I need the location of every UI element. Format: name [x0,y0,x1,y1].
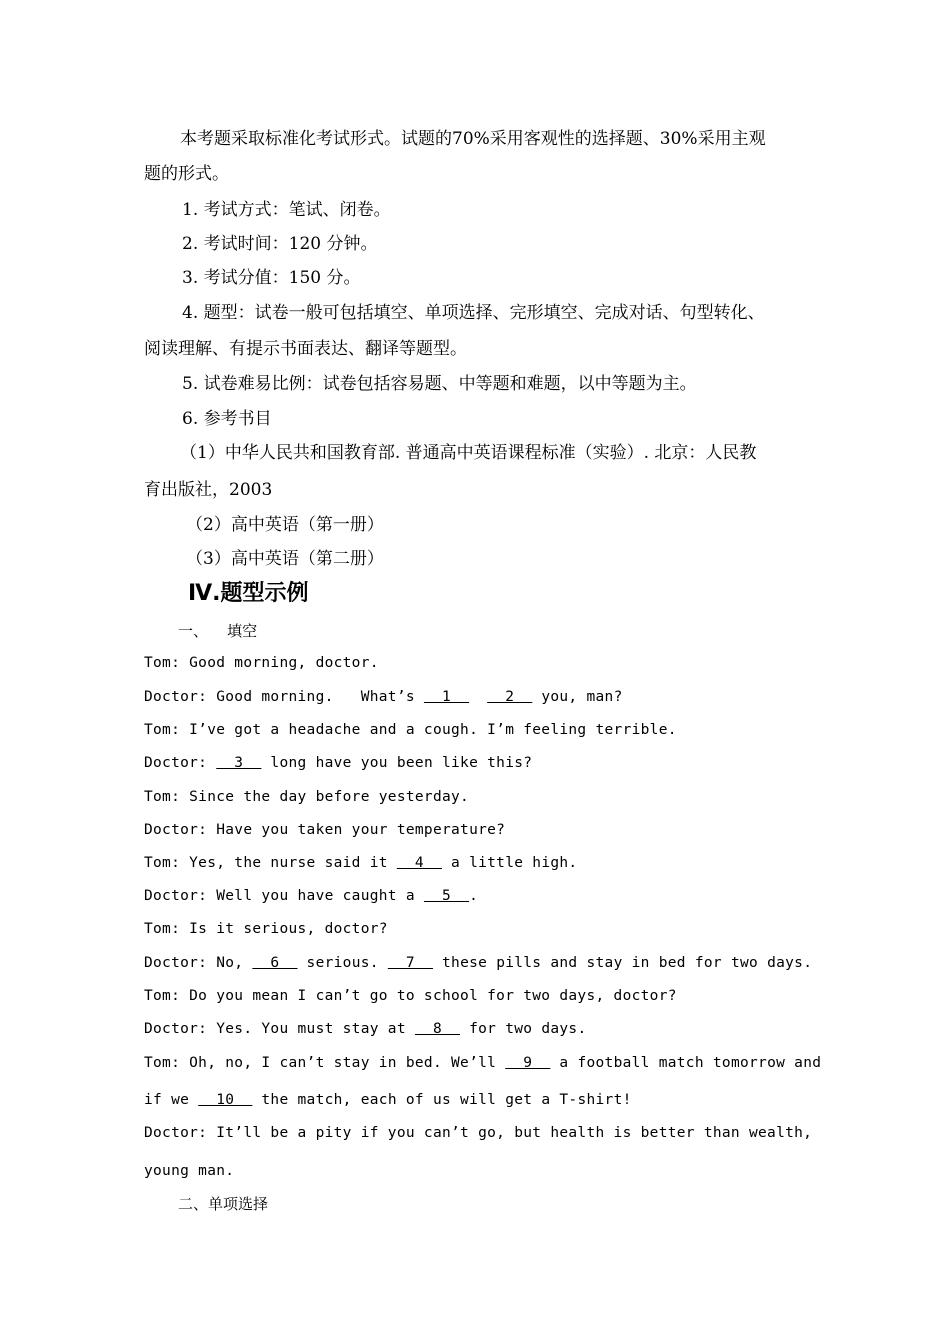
reference-3: （3）高中英语（第二册） [186,549,384,569]
item-exam-method: 1. 考试方式：笔试、闭卷。 [182,200,391,220]
dialogue-line-9: Tom: Is it serious, doctor? [144,921,388,937]
dialogue-line-13: Tom: Oh, no, I can’t stay in bed. We’ll 9 a football match tomorrow and [144,1055,822,1071]
dialogue-line-16: young man. [144,1163,235,1179]
item-reference-books: 6. 参考书目 [182,409,272,429]
dialogue-line-2: Doctor: Good morning. What’s 1 2 you, man? [144,689,623,705]
dialogue-line-8: Doctor: Well you have caught a 5 . [144,888,479,904]
item-question-types: 4. 题型：试卷一般可包括填空、单项选择、完形填空、完成对话、句型转化、 [182,303,765,323]
blank-5: 5 [423,888,470,904]
intro-line-2: 题的形式。 [144,164,229,184]
blank-1: 1 [423,689,470,705]
dialogue-line-4: Doctor: 3 long have you been like this? [144,755,533,771]
dialogue-line-5: Tom: Since the day before yesterday. [144,789,470,805]
dialogue-line-6: Doctor: Have you taken your temperature? [144,822,506,838]
dialogue-line-3: Tom: I’ve got a headache and a cough. I’m feeling terrible. [144,722,677,738]
blank-4: 4 [396,855,442,871]
part-1-title: 一、 填空 [178,622,258,640]
dialogue-line-7: Tom: Yes, the nurse said it 4 a little high. [144,855,578,871]
dialogue-line-12: Doctor: Yes. You must stay at 8 for two days. [144,1021,587,1037]
reference-1-line-2: 育出版社，2003 [144,480,273,500]
blank-10: 10 [198,1092,253,1108]
section-heading: Ⅳ.题型示例 [188,581,309,606]
blank-6: 6 [252,955,298,971]
intro-line-1: 本考题采取标准化考试形式。试题的70%采用客观性的选择题、30%采用主观 [180,129,766,149]
blank-2: 2 [487,689,533,705]
item-difficulty: 5. 试卷难易比例：试卷包括容易题、中等题和难题，以中等题为主。 [182,374,697,394]
blank-7: 7 [387,955,433,971]
item-question-types-cont: 阅读理解、有提示书面表达、翻译等题型。 [144,339,467,359]
blank-3: 3 [216,755,262,771]
reference-2: （2）高中英语（第一册） [186,515,384,535]
part-2-title: 二、单项选择 [178,1195,269,1213]
dialogue-line-11: Tom: Do you mean I can’t go to school for two days, doctor? [144,988,677,1004]
dialogue-line-10: Doctor: No, 6 serious. 7 these pills and stay in bed for two days. [144,955,813,971]
blank-8: 8 [414,1021,461,1037]
item-exam-time: 2. 考试时间：120 分钟。 [182,234,378,254]
dialogue-line-15: Doctor: It’ll be a pity if you can’t go, but health is better than wealth, [144,1125,813,1141]
reference-1-line-1: （1）中华人民共和国教育部. 普通高中英语课程标准（实验）. 北京：人民教 [180,443,757,463]
dialogue-line-14: if we 10 the match, each of us will get a T-shirt! [144,1092,632,1108]
blank-9: 9 [505,1055,551,1071]
item-exam-score: 3. 考试分值：150 分。 [182,268,361,288]
dialogue-line-1: Tom: Good morning, doctor. [144,655,379,671]
